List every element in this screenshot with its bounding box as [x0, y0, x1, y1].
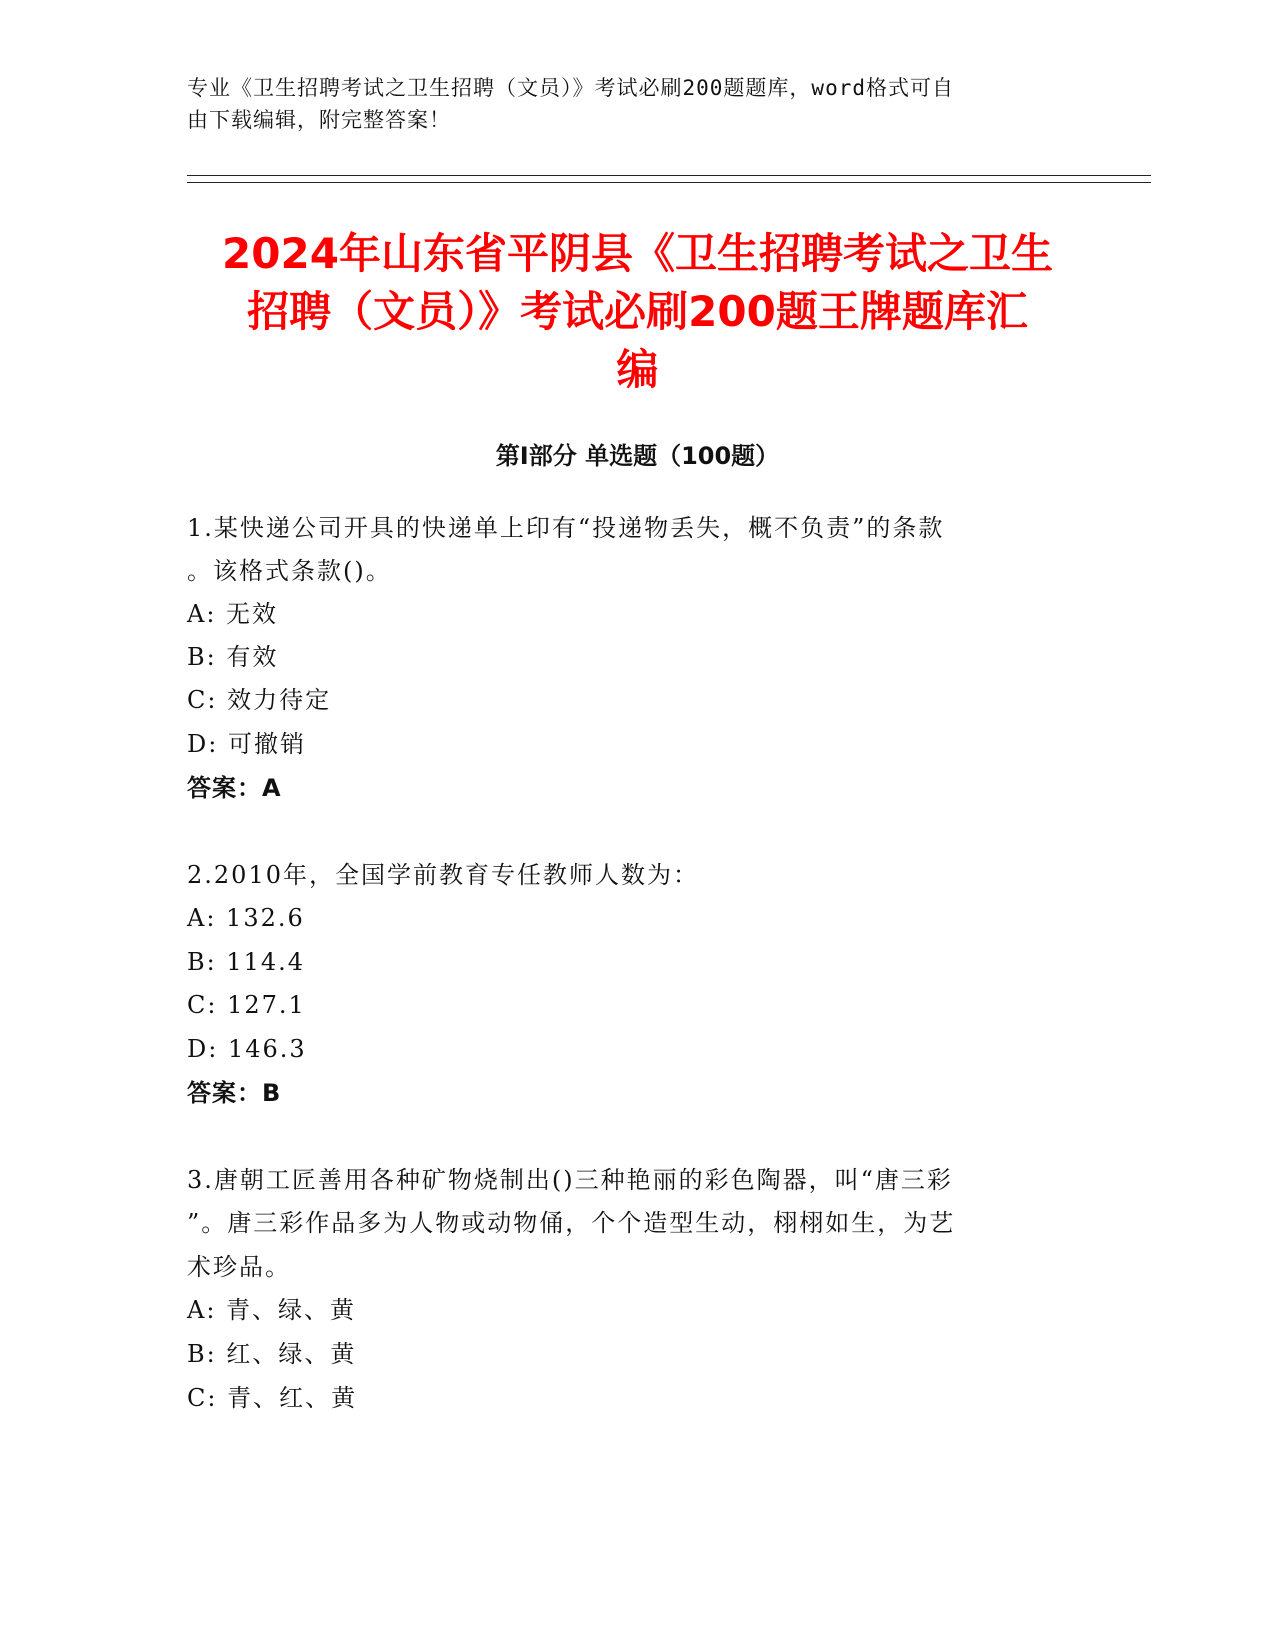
header-note	[187, 72, 1067, 136]
question-1-stem-line2: 。该格式条款()。	[187, 557, 392, 585]
question-2-option-a: A: 132.6	[187, 904, 305, 932]
header-divider-top	[187, 175, 1151, 176]
question-3-option-b: B: 红、绿、黄	[187, 1340, 357, 1368]
section-title: 第Ⅰ部分 单选题（100题）	[495, 442, 780, 470]
question-3-option-c: C: 青、红、黄	[187, 1384, 358, 1412]
header-divider-bottom	[187, 182, 1151, 183]
question-2-answer: 答案：B	[187, 1079, 282, 1107]
header-note-line2: 由下载编辑，附完整答案！	[187, 108, 451, 132]
question-3-stem-line1: 3.唐朝工匠善用各种矿物烧制出()三种艳丽的彩色陶器，叫“唐三彩	[187, 1166, 953, 1194]
title-line3: 编	[616, 345, 659, 394]
question-1-stem-line1: 1.某快递公司开具的快递单上印有“投递物丢失，概不负责”的条款	[187, 514, 945, 542]
question-2-stem-line1: 2.2010年，全国学前教育专任教师人数为：	[187, 861, 699, 889]
title-line2: 招聘（文员）》考试必刷200题王牌题库汇	[247, 287, 1028, 336]
question-2-option-d: D: 146.3	[187, 1035, 307, 1063]
header-note-line1: 专业《卫生招聘考试之卫生招聘（文员）》考试必刷200题题库，word格式可自	[187, 76, 954, 100]
title-line1: 2024年山东省平阴县《卫生招聘考试之卫生	[222, 229, 1053, 278]
question-2-option-b: B: 114.4	[187, 948, 306, 976]
question-3-option-a: A: 青、绿、黄	[187, 1296, 357, 1324]
question-2-option-c: C: 127.1	[187, 991, 306, 1019]
question-3-stem-line2: ”。唐三彩作品多为人物或动物俑，个个造型生动，栩栩如生，为艺	[187, 1209, 956, 1237]
question-1-option-d: D: 可撤销	[187, 730, 306, 758]
document-title	[150, 225, 1125, 399]
question-1-option-b: B: 有效	[187, 643, 279, 671]
question-1-option-a: A: 无效	[187, 600, 279, 628]
question-3-stem-line3: 术珍品。	[187, 1253, 291, 1281]
question-1-option-c: C: 效力待定	[187, 686, 332, 714]
question-1-answer: 答案：A	[187, 774, 282, 802]
